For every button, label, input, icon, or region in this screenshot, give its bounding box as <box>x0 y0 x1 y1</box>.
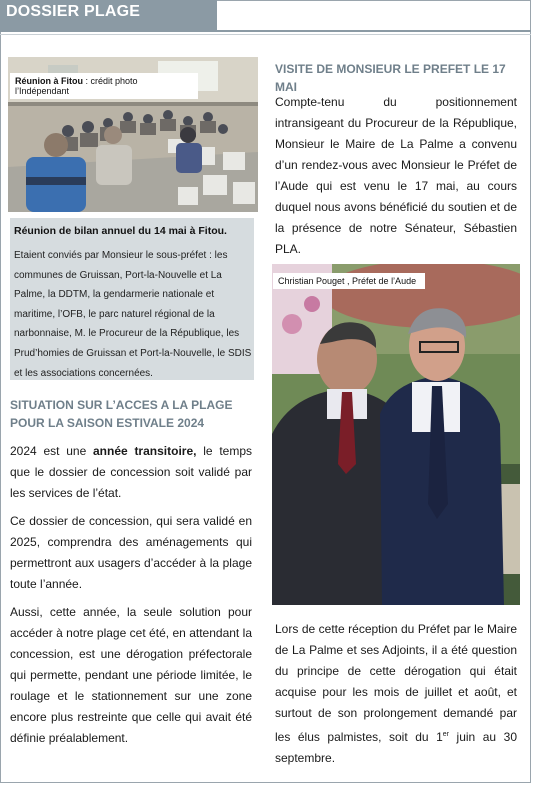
header-rule <box>217 30 531 32</box>
header-rule-thin <box>0 34 531 35</box>
section-title-prefect: VISITE DE MONSIEUR LE PREFET LE 17 MAI <box>275 62 506 94</box>
access-paragraph-3: Aussi, cette année, la seule solution pour accéder à notre plage cet été, en attendant la concession, est une dérogation préfectorale qui permette, pendant une période limitée, le roulage et le stationnement sur une zone encore plus restreinte que celle qui avait été définie préalablement. <box>10 605 252 745</box>
prefect-paragraph-2: Lors de cette réception du Préfet par le Maire de La Palme et ses Adjoints, il a été question du principe de cette dérogation qui était acquise pour les mois de juillet et août, et surtout de son prolongement demandé par les élus palmistes, soit du 1er juin au 30 septembre. <box>275 622 517 765</box>
section-title-access: SITUATION SUR L’ACCES A LA PLAGE POUR LA SAISON ESTIVALE 2024 <box>10 398 233 430</box>
access-paragraph-1: 2024 est une année transitoire, le temps que le dossier de concession soit validé par les services de l’état. <box>10 444 253 500</box>
page-title: DOSSIER PLAGE <box>6 3 141 20</box>
meeting-box-body: Etaient conviés par Monsieur le sous-préfet : les communes de Gruissan, Port-la-Nouvelle et La Palme, la DDTM, la gendarmerie nationale et maritime, l’OFB, le parc naturel régional de la narbonnaise, M. le Procureur de la République, les Prud’homies de Gruissan et Port-la-Nouvelle, le SDIS et les associations concernées. <box>14 250 252 379</box>
meeting-box-title: Réunion de bilan annuel du 14 mai à Fitou. <box>14 225 227 237</box>
prefect-photo-caption: Christian Pouget , Préfet de l’Aude <box>273 273 425 289</box>
photo-caption: Réunion à Fitou : crédit photo l’Indépendant <box>10 73 198 99</box>
prefect-paragraph-1: Compte-tenu du positionnement intransigeant du Procureur de la République, Monsieur le Maire de La Palme a convenu d’un rendez-vous avec Monsieur le Préfet de l’Aude qui est venu le 17 mai, au cours duquel nous avons bénéficié du soutien et de la présence de notre Sénateur, Sébastien PLA. <box>275 95 517 256</box>
prefect-photo <box>272 264 520 605</box>
access-paragraph-2: Ce dossier de concession, qui sera validé en 2025, comprendra des aménagements qui permettront aux usagers d’accéder à la plage toute l’année. <box>10 514 252 591</box>
